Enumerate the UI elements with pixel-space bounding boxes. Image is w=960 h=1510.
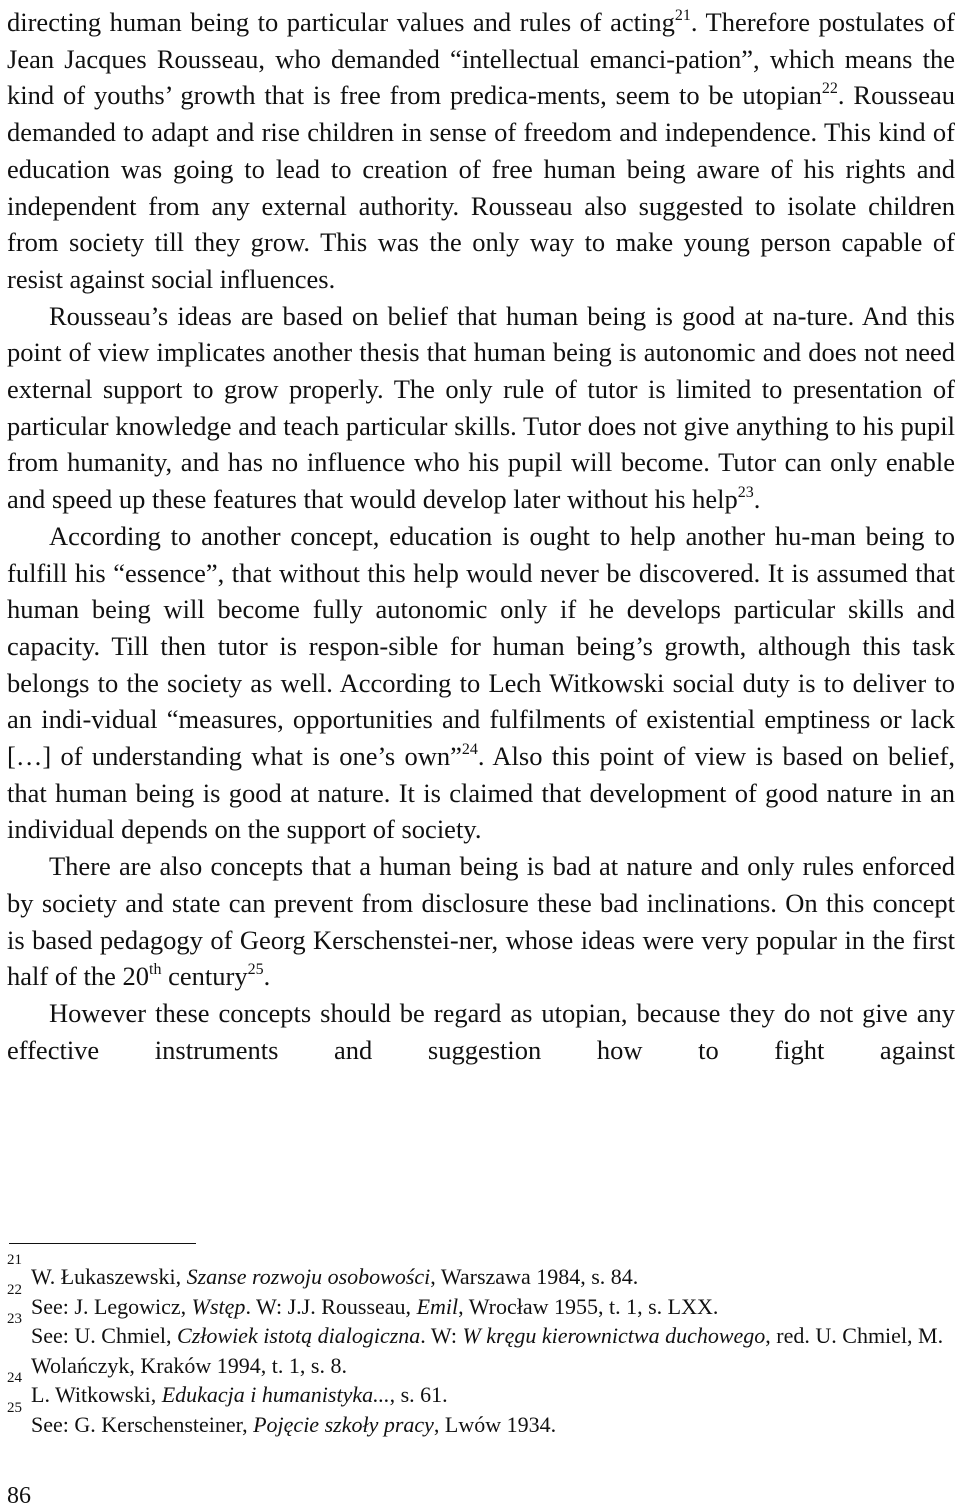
footnote-number: 22	[7, 1281, 22, 1298]
footnote-ref-23[interactable]: 23	[737, 484, 754, 502]
paragraph-2	[7, 298, 955, 518]
paragraph-text: There are also concepts that a human being is bad at nature and only rules enforced by society and state can prevent from disclosure these bad inclinations. On this concept is based pedagogy of Georg Kerschenstei-ner, whose ideas were very popular in the first half of the 20	[7, 851, 955, 992]
paragraph-text: However these concepts should be regard as utopian, because they do not give any effective instruments and suggestion how to fight against	[7, 997, 955, 1065]
footnote-text: , Lwów 1934.	[433, 1411, 557, 1437]
paragraph-text: . Also this point of view is based on belief, that human being is good at nature. It is claimed that development of good nature in an individual depends on the support of society.	[7, 741, 955, 845]
footnote-number: 23	[7, 1311, 22, 1328]
footnote-text: , red. U. Chmiel, M. Wolańczyk, Kraków 1994, t. 1, s. 8.	[31, 1323, 944, 1378]
paragraph-5	[7, 995, 955, 1068]
paragraph-text: Rousseau’s ideas are based on belief that human being is good at na-ture. And this point of view implicates another thesis that human being is autonomic and does not need external support to grow properly. The only rule of tutor is limited to presentation of particular knowledge and teach particular skills. Tutor does not give anything to his pupil from humanity, and has no influence who his pupil will become. Tutor can only enable and speed up these features that would develop later without his help	[7, 300, 955, 515]
paragraph-text: According to another concept, education is ought to help another hu-man being to fulfill his “essence”, that without this help would never be discovered. It is assumed that human being will become fully autonomic only if he develops particular skills and capacity. Till then tutor is respon-sible for human being’s growth, although this task belongs to the society as well. According to Lech Witkowski social duty is to deliver to an indi-vidual “measures, opportunities and fulfilments of existential emptiness or lack […] of understanding what is one’s own”	[7, 520, 955, 772]
paragraph-text: . Therefore postulates of Jean Jacques Rousseau, who demanded “intellectual emanci-pation”, which means the kind of youths’ growth that is free from predica-ments, seem to be utopian	[7, 7, 956, 111]
footnotes	[7, 1252, 955, 1440]
footnote-title: Szanse rozwoju osobowości	[186, 1264, 431, 1289]
footnote-text: L. Witkowski,	[31, 1382, 162, 1408]
footnote-ref-25[interactable]: 25	[247, 961, 264, 979]
paragraph-text: .	[753, 484, 761, 515]
footnote-text: , Wrocław 1955, t. 1, s. LXX.	[458, 1293, 719, 1319]
footnote-number: 25	[7, 1399, 22, 1416]
footnote-title: Człowiek istotą dialogiczna	[177, 1323, 421, 1349]
paragraph-1	[7, 4, 955, 298]
footnote-text: See: U. Chmiel,	[31, 1323, 178, 1349]
footnote-ref-21[interactable]: 21	[674, 7, 691, 24]
paragraph-text: . Rousseau demanded to adapt and rise children in sense of freedom and independence. This kind of education was going to lead to creation of free human being aware of his rights and independent from any external authority. Rousseau also suggested to isolate children from society till they grow. This was the only way to make young person capable of resist against social influences.	[7, 80, 955, 294]
main-text	[7, 4, 955, 1068]
footnote-title: Edukacja i humanistyka...	[161, 1382, 390, 1408]
footnote-number: 21	[7, 1252, 22, 1268]
ordinal-suffix: th	[149, 961, 162, 979]
footnote-25	[7, 1399, 955, 1440]
footnote-title: Pojęcie szkoły pracy	[253, 1411, 434, 1437]
paragraph-text: directing human being to particular values and rules of acting	[7, 7, 675, 37]
paragraph-text: century	[161, 961, 248, 992]
footnote-text: See: G. Kerschensteiner,	[31, 1411, 254, 1437]
footnote-text: , Warszawa 1984, s. 84.	[430, 1264, 639, 1289]
footnote-22	[7, 1281, 955, 1322]
footnote-title: Emil	[416, 1293, 459, 1319]
page-number: 86	[7, 1483, 31, 1509]
paragraph-text: .	[263, 961, 271, 992]
footnote-24	[7, 1370, 955, 1410]
footnote-23	[7, 1311, 955, 1380]
footnote-text: W. Łukaszewski,	[31, 1264, 187, 1289]
footnote-text: See: J. Legowicz,	[31, 1293, 192, 1319]
footnote-text: . W:	[420, 1323, 463, 1349]
footnote-number: 24	[7, 1370, 22, 1387]
footnote-21	[7, 1252, 955, 1292]
paragraph-4	[7, 848, 955, 995]
footnote-text: , s. 61.	[389, 1382, 448, 1408]
footnote-text: . W: J.J. Rousseau,	[245, 1293, 417, 1319]
footnote-separator	[9, 1243, 196, 1244]
footnote-ref-24[interactable]: 24	[461, 741, 478, 759]
paragraph-3	[7, 518, 955, 848]
footnote-title: Wstęp	[191, 1293, 246, 1319]
footnote-title: W kręgu kierownictwa duchowego	[462, 1323, 766, 1349]
footnote-ref-22[interactable]: 22	[821, 80, 838, 98]
